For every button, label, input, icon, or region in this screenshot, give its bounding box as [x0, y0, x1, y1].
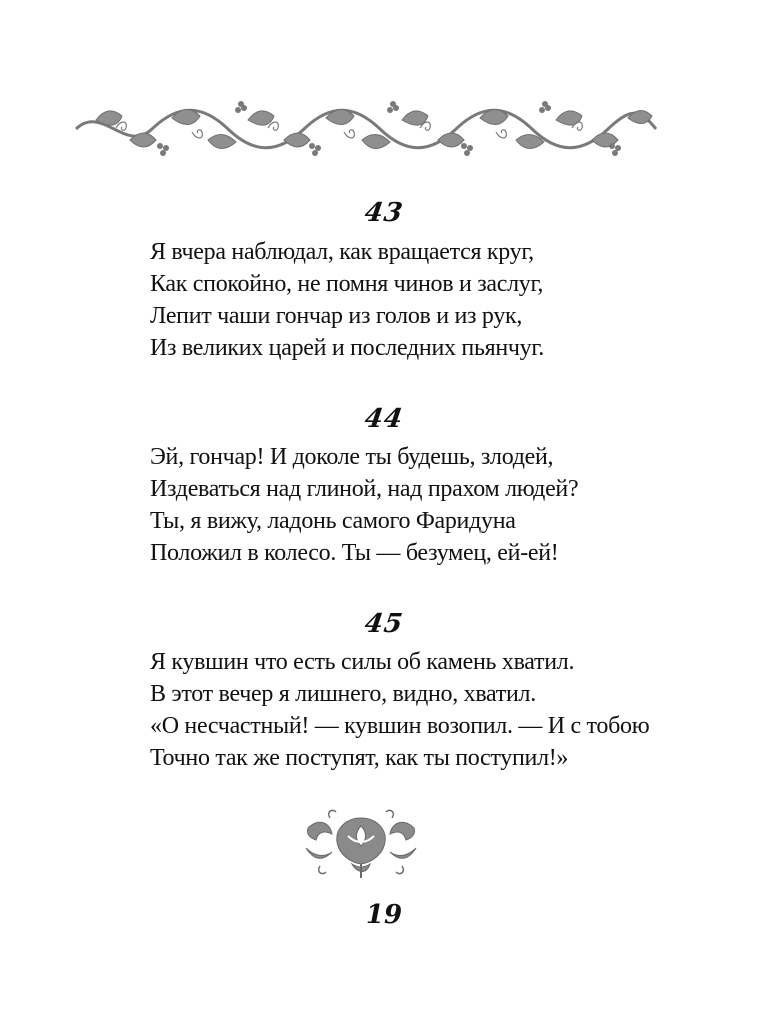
page-number: 19 — [365, 900, 403, 930]
stanza-line: Ты, я вижу, ладонь самого Фаридуна — [150, 508, 516, 534]
stanza-line: Как спокойно, не помня чинов и заслуг, — [150, 271, 544, 297]
stanza-line: Точно так же поступят, как ты поступил!» — [150, 745, 569, 771]
stanza — [150, 646, 710, 774]
stanza-line: Я кувшин что есть силы об камень хватил. — [150, 649, 575, 675]
stanza — [150, 236, 710, 364]
stanza-line: Положил в колесо. Ты — безумец, ей-ей! — [150, 540, 559, 566]
stanza-line: В этот вечер я лишнего, видно, хватил. — [150, 681, 536, 707]
stanza-line: Я вчера наблюдал, как вращается круг, — [150, 239, 534, 265]
stanza-number: 45 — [362, 609, 406, 639]
vine-border-ornament — [72, 98, 660, 160]
stanza-line: Из великих царей и последних пьянчуг. — [150, 335, 544, 361]
floral-vignette-ornament — [300, 808, 422, 880]
stanza — [150, 441, 710, 569]
stanza-number: 43 — [362, 198, 406, 228]
stanza-line: «О несчастный! — кувшин возопил. — И с тобою — [150, 713, 650, 739]
stanza-line: Эй, гончар! И доколе ты будешь, злодей, — [150, 444, 554, 470]
stanza-line: Издеваться над глиной, над прахом людей? — [150, 476, 579, 502]
stanza-number: 44 — [362, 404, 406, 434]
stanza-line: Лепит чаши гончар из голов и из рук, — [150, 303, 523, 329]
